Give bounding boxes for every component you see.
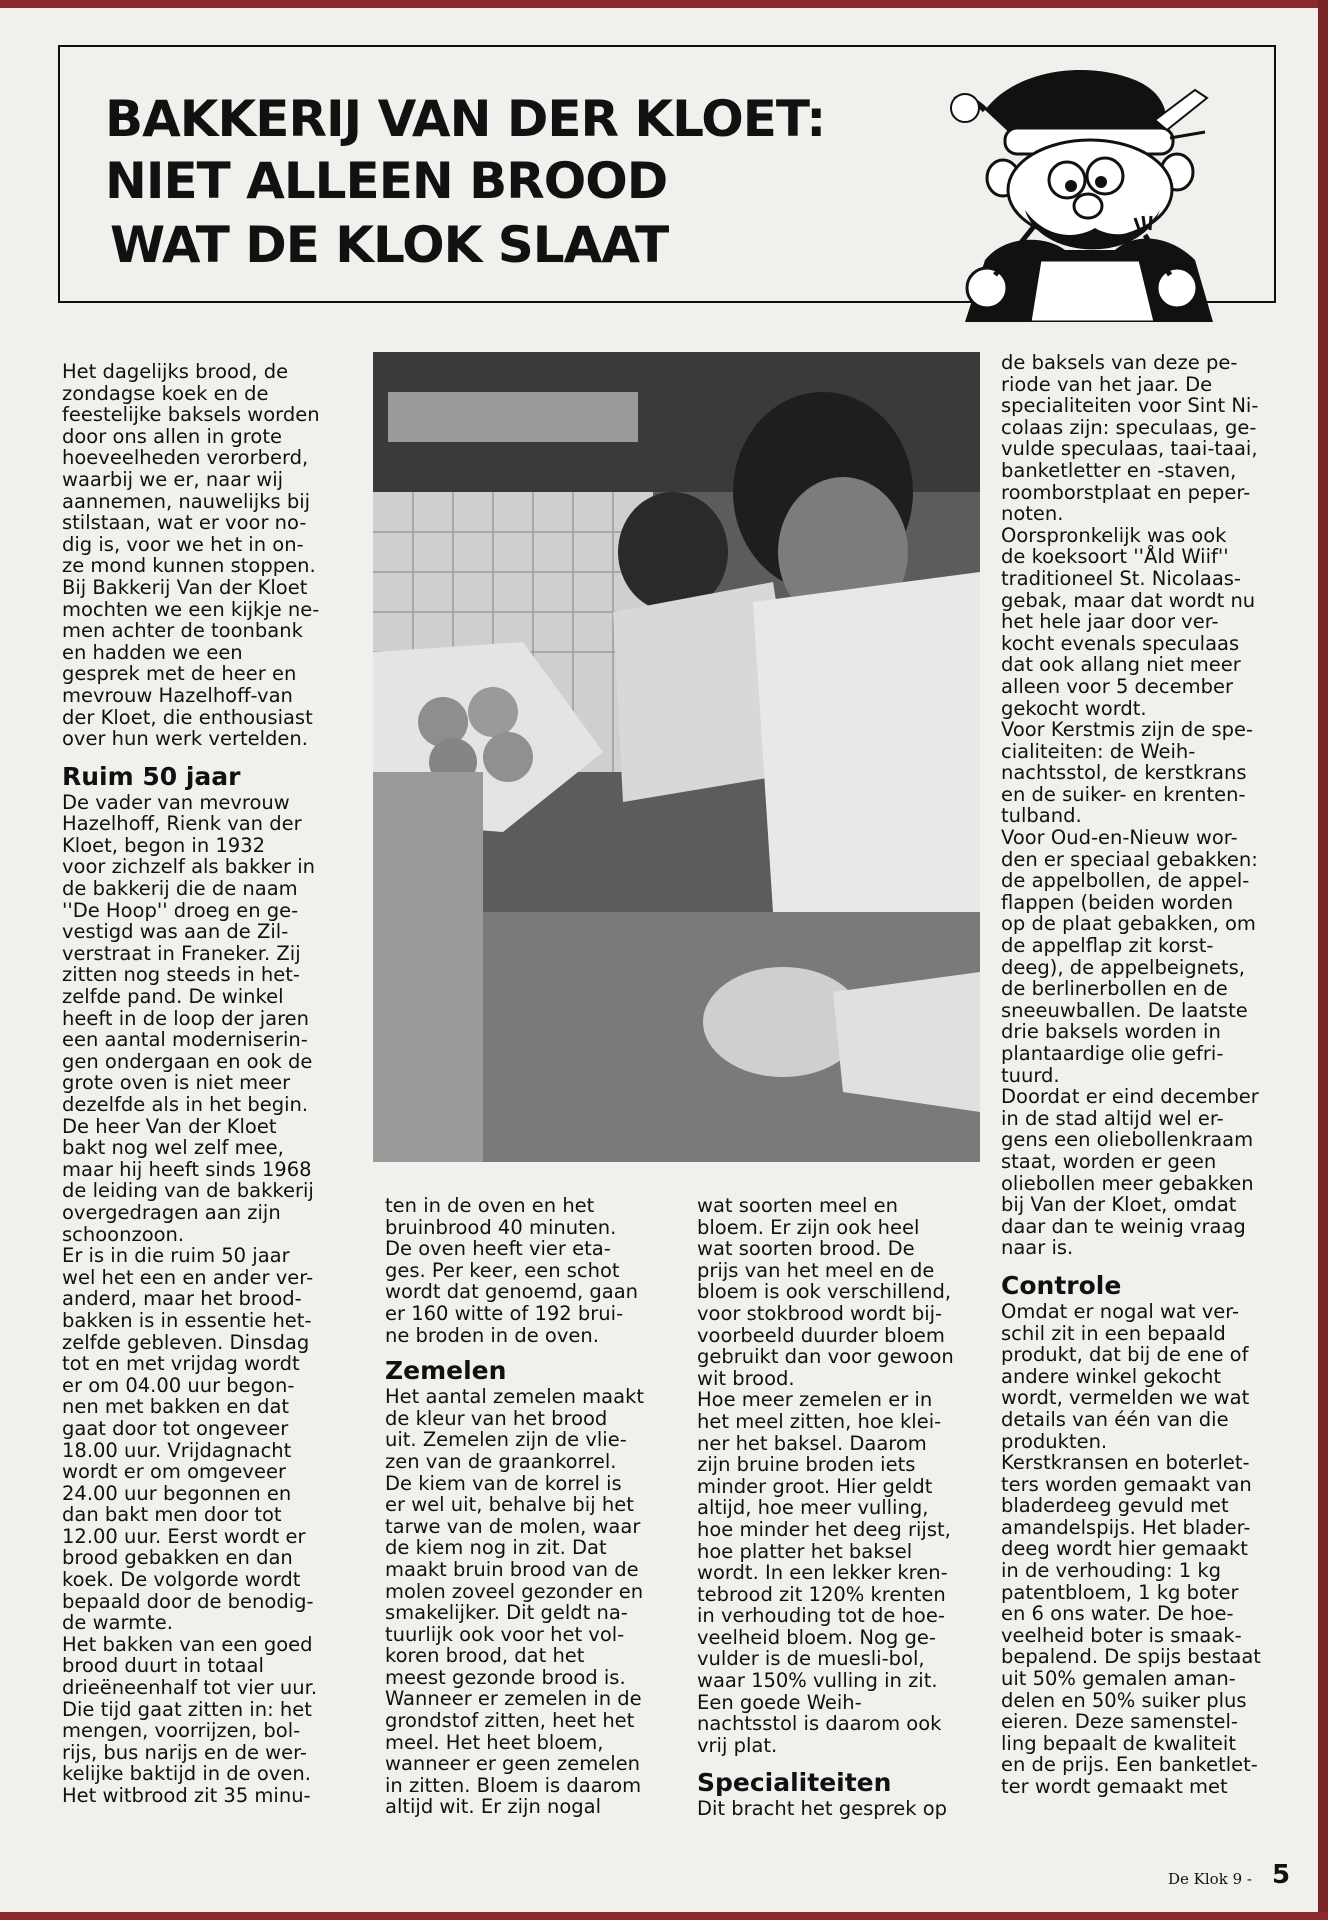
column-1-body: De vader van mevrouw Hazelhoff, Rienk van der Kloet, begon in 1932 voor zichzelf als bakker in de bakkerij die de naam ''De Hoop'' droeg en ge- vestigd was aan de Zil- verstraat in Franeker. Zij zitten nog steeds in het- zelfde pand. De winkel heeft in de loop der jaren een aantal moderniserin- gen ondergaan en ook de grote oven is niet meer dezelfde als in het begin. De heer Van der Kloet bakt nog wel zelf mee, maar hij heeft sinds 1968 de leiding van de bakkerij overgedragen aan zijn schoonzoon. Er is in die ruim 50 jaar wel het een en ander ver- anderd, maar het brood- bakken is in essentie het- zelfde gebleven. Dinsdag tot en met vrijdag wordt er om 04.00 uur begon- nen met bakken en dat gaat door tot ongeveer 18.00 uur. Vrijdagnacht wordt er om omgeveer 24.00 uur begonnen en dan bakt men door tot 12.00 uur. Eerst wordt er brood gebakken en dan koek. De volgorde wordt bepaald door de benodig- de warmte. Het bakken van een goed brood duurt in totaal drieëneenhalf tot vier uur. Die tijd gaat zitten in: het mengen, voorrijzen, bol- rijs, bus narijs en de wer- kelijke baktijd in de oven. Het witbrood zit 35 minu-: [62, 790, 318, 1807]
heading-zemelen: Zemelen: [385, 1356, 507, 1386]
column-2-intro: ten in de oven en het bruinbrood 40 minuten. De oven heeft vier eta- ges. Per keer, een schot wordt dat genoemd, gaan er 160 witte of 192 brui- ne broden in de oven.: [385, 1194, 639, 1347]
heading-ruim-50-jaar: Ruim 50 jaar: [62, 761, 241, 791]
title-line-3: WAT DE KLOK SLAAT: [110, 216, 669, 274]
column-1: [62, 361, 362, 1807]
column-4-intro: de baksels van deze pe- riode van het jaar. De specialiteiten voor Sint Ni- colaas zijn: speculaas, ge- vulde speculaas, taai-taai, banketletter en -staven, roomborstplaat en peper- noten. Oorspronkelijk was ook de koeksoort ''Åld Wiif'' traditioneel St. Nicolaas- gebak, maar dat wordt nu het hele jaar door ver- kocht evenals speculaas dat ook allang niet meer alleen voor 5 december gekocht wordt. Voor Kerstmis zijn de spe- cialiteiten: de Weih- nachtsstol, de kerstkrans en de suiker- en krenten- tulband. Voor Oud-en-Nieuw wor- den er speciaal gebakken: de appelbollen, de appel- flappen (beiden worden op de plaat gebakken, om de appelflap zit korst- deeg), de appelbeignets, de berlinerbollen en de sneeuwballen. De laatste drie baksels worden in plantaardige olie gefri- tuurd. Doordat er eind december in de stad altijd wel er- gens een oliebollenkraam staat, worden er geen oliebollen meer gebakken bij Van der Kloet, omdat daar dan te weinig vraag naar is.: [1001, 351, 1259, 1260]
column-3-body: Dit bracht het gesprek op: [697, 1797, 948, 1821]
bakers-at-work-photo: [373, 352, 980, 1162]
title-line-2: NIET ALLEEN BROOD: [105, 152, 668, 210]
page-edge-bottom: [0, 1912, 1328, 1920]
column-4: [1001, 352, 1301, 1798]
column-2: [385, 1195, 675, 1818]
page-edge-right: [1318, 0, 1328, 1920]
column-3: [697, 1195, 987, 1820]
page-edge-top: [0, 0, 1328, 8]
column-2-body: Het aantal zemelen maakt de kleur van het brood uit. Zemelen zijn de vlie- zen van de graankorrel. De kiem van de korrel is er wel uit, behalve bij het tarwe van de molen, waar de kiem nog in zit. Dat maakt bruin brood van de molen zoveel gezonder en smakelijker. Dit geldt na- tuurlijk ook voor het vol- koren brood, dat het meest gezonde brood is. Wanneer er zemelen in de grondstof zitten, heet het meel. Het heet bloem, wanneer er geen zemelen in zitten. Bloem is daarom altijd wit. Er zijn nogal: [385, 1385, 645, 1819]
santa-chef-cartoon-icon: [945, 60, 1227, 322]
heading-controle: Controle: [1001, 1270, 1122, 1300]
column-3-intro: wat soorten meel en bloem. Er zijn ook heel wat soorten brood. De prijs van het meel en de bloem is ook verschillend, voor stokbrood wordt bij- voorbeeld duurder bloem gebruikt dan voor gewoon wit brood. Hoe meer zemelen er in het meel zitten, hoe klei- ner het baksel. Daarom zijn bruine broden iets minder groot. Hier geldt altijd, hoe meer vulling, hoe minder het deeg rijst, hoe platter het baksel wordt. In een lekker kren- tebrood zit 120% krenten in verhouding tot de hoe- veelheid bloem. Nog ge- vulder is de muesli-bol, waar 150% vulling in zit. Een goede Weih- nachtsstol is daarom ook vrij plat.: [697, 1194, 954, 1757]
column-4-body: Omdat er nogal wat ver- schil zit in een bepaald produkt, dat bij de ene of andere winkel gekocht wordt, vermelden we wat details van één van die produkten. Kerstkransen en boterlet- ters worden gemaakt van bladerdeeg gevuld met amandelspijs. Het blader- deeg wordt hier gemaakt in de verhouding: 1 kg patentbloem, 1 kg boter en 6 ons water. De hoe- veelheid boter is smaak- bepalend. De spijs bestaat uit 50% gemalen aman- delen en 50% suiker plus eieren. Deze samenstel- ling bepaalt de kwaliteit en de prijs. Een banketlet- ter wordt gemaakt met: [1001, 1299, 1261, 1798]
title-line-1: BAKKERIJ VAN DER KLOET:: [105, 90, 826, 148]
heading-specialiteiten: Specialiteiten: [697, 1768, 892, 1798]
column-1-intro: Het dagelijks brood, de zondagse koek en de feestelijke baksels worden door ons allen in grote hoeveelheden verorberd, waarbij we er, naar wij aannemen, nauwelijks bij stilstaan, wat er voor no- dig is, voor we het in on- ze mond kunnen stoppen. Bij Bakkerij Van der Kloet mochten we een kijkje ne- men achter de toonbank en hadden we een gesprek met de heer en mevrouw Hazelhoff-van der Kloet, die enthousiast over hun werk vertelden.: [62, 360, 320, 751]
footer-page-number: 5: [1272, 1860, 1291, 1890]
footer-magazine-label: De Klok 9 -: [1168, 1870, 1252, 1888]
